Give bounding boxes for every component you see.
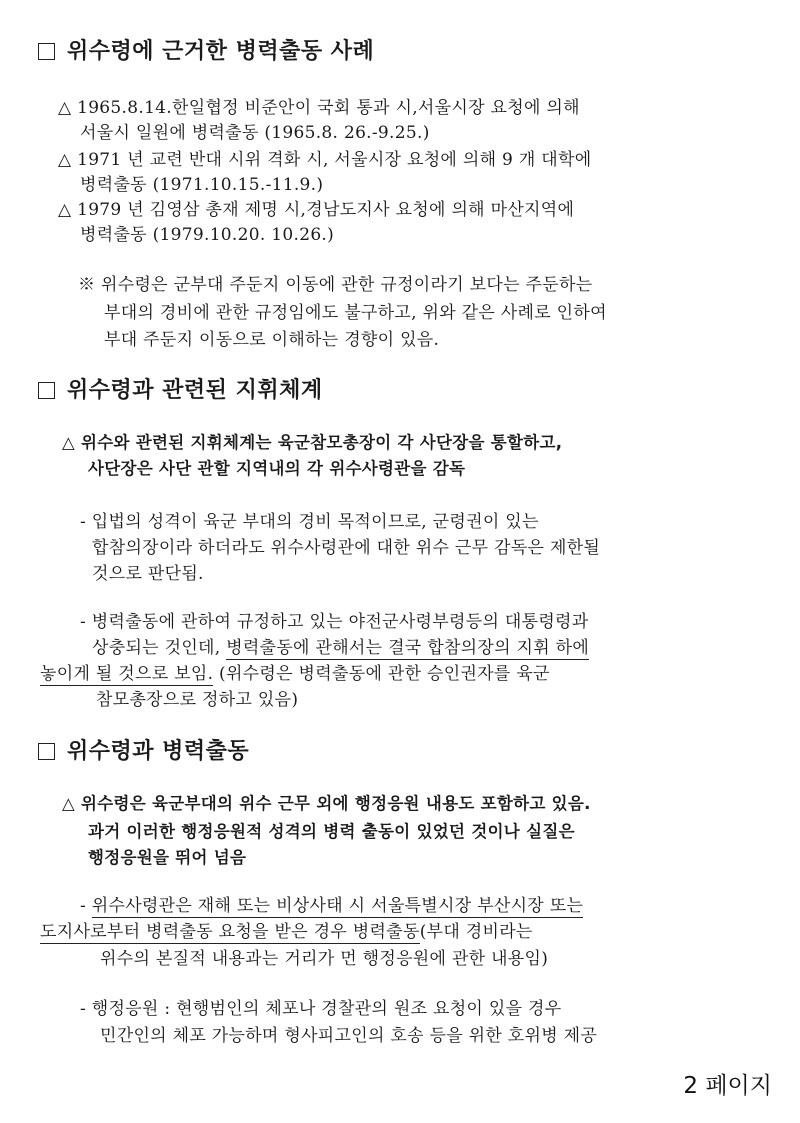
point-line xyxy=(40,659,550,684)
underlined-text: 도지사로부터 병력출동 요청을 받은 경우 병력출동 xyxy=(40,922,420,942)
underlined-text: 위수사령관은 재해 또는 비상사태 시 서울특별시장 부산시장 또는 xyxy=(91,896,584,916)
underlined-text: 병력출동에 관해서는 결국 합참의장의 지휘 하에 xyxy=(226,638,590,658)
case-line: 병력출동 (1971.10.15.-11.9.) xyxy=(80,175,324,195)
section-heading xyxy=(38,34,374,65)
section-heading xyxy=(38,734,249,765)
point-line: 민간인의 체포 가능하며 형사피고인의 호송 등을 위한 호위병 제공 xyxy=(100,1026,598,1046)
point-line: 참모총장으로 정하고 있음) xyxy=(96,690,299,710)
note-line: ※ 위수령은 군부대 주둔지 이동에 관한 규정이라기 보다는 주둔하는 xyxy=(78,275,593,295)
note-line: 부대의 경비에 관한 규정임에도 불구하고, 위와 같은 사례로 인하여 xyxy=(104,303,607,323)
section-title: 위수령과 관련된 지휘체계 xyxy=(67,378,323,403)
case-line: △ 1979 년 김영삼 총재 제명 시,경남도지사 요청에 의해 마산지역에 xyxy=(58,200,575,220)
section-title: 위수령과 병력출동 xyxy=(67,739,250,764)
point-line: 것으로 판단됨. xyxy=(92,564,204,584)
underlined-text: 놓이게 될 것으로 보임. xyxy=(40,664,214,684)
point-line: 합참의장이라 하더라도 위수사령관에 대한 위수 근무 감독은 제한될 xyxy=(92,538,601,558)
text-fragment: (위수령은 병력출동에 관한 승인권자를 육군 xyxy=(213,664,550,684)
checkbox-square-icon xyxy=(38,43,55,60)
point-line xyxy=(80,891,583,916)
point-line: - 병력출동에 관하여 규정하고 있는 야전군사령부령등의 대통령령과 xyxy=(80,612,589,632)
summary-line: △ 위수령은 육군부대의 위수 근무 외에 행정응원 내용도 포함하고 있음. xyxy=(62,794,591,813)
page-number: 2 페이지 xyxy=(683,1073,772,1099)
summary-line: 행정응원을 뛰어 넘음 xyxy=(88,848,247,867)
text-fragment: (부대 경비라는 xyxy=(419,922,533,942)
summary-line: △ 위수와 관련된 지휘체계는 육군참모총장이 각 사단장을 통할하고, xyxy=(62,433,563,452)
text-fragment: 상충되는 것인데, xyxy=(92,638,227,658)
point-line xyxy=(92,633,589,658)
point-line: - 입법의 성격이 육군 부대의 경비 목적이므로, 군령권이 있는 xyxy=(80,512,539,532)
point-line: - 행정응원 : 현행범인의 체포나 경찰관의 원조 요청이 있을 경우 xyxy=(80,999,562,1019)
case-line: △ 1971 년 교련 반대 시위 격화 시, 서울시장 요청에 의해 9 개 대학에 xyxy=(58,150,592,170)
point-line xyxy=(40,917,533,942)
case-line: 병력출동 (1979.10.20. 10.26.) xyxy=(80,225,335,245)
checkbox-square-icon xyxy=(38,382,55,399)
checkbox-square-icon xyxy=(38,743,55,760)
text-fragment: - xyxy=(80,896,92,916)
note-line: 부대 주둔지 이동으로 이해하는 경향이 있음. xyxy=(104,330,440,350)
section-heading xyxy=(38,373,323,404)
case-line: △ 1965.8.14.한일협정 비준안이 국회 통과 시,서울시장 요청에 의해 xyxy=(58,98,580,118)
point-line: 위수의 본질적 내용과는 거리가 먼 행정응원에 관한 내용임) xyxy=(100,949,549,969)
summary-line: 과거 이러한 행정응원적 성격의 병력 출동이 있었던 것이나 실질은 xyxy=(88,822,575,841)
case-line: 서울시 일원에 병력출동 (1965.8. 26.-9.25.) xyxy=(80,123,430,143)
section-title: 위수령에 근거한 병력출동 사례 xyxy=(67,39,375,64)
summary-line: 사단장은 사단 관할 지역내의 각 위수사령관을 감독 xyxy=(88,459,466,478)
